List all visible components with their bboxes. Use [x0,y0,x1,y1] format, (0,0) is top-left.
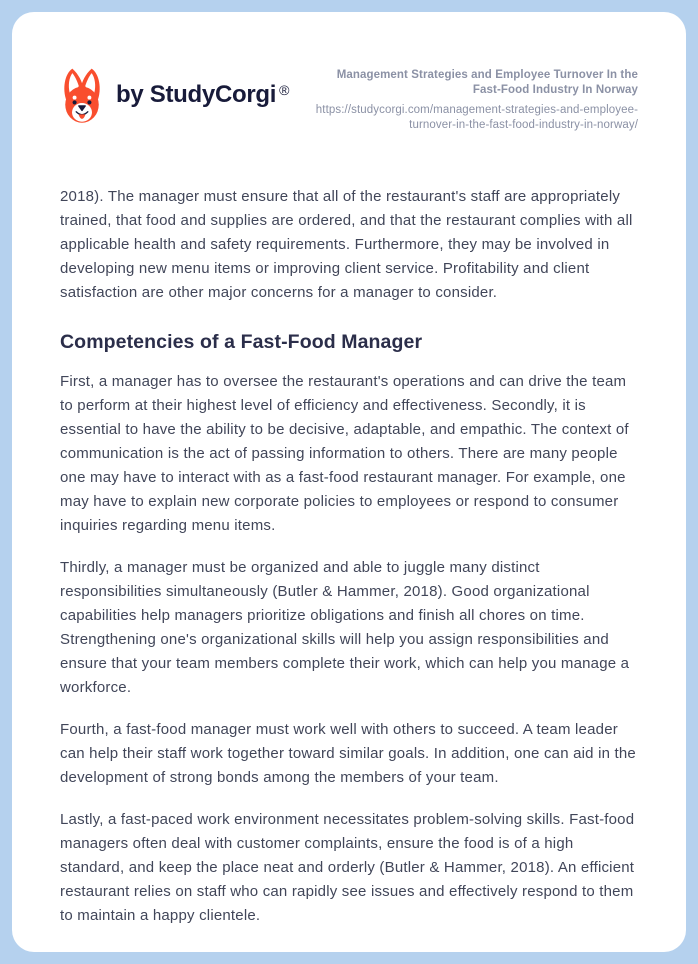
intro-paragraph: 2018). The manager must ensure that all of the restaurant's staff are appropriately trained, that food and supplies are ordered, and that the restaurant complies with all applicable health and safety requirements. Furthermore, they may be involved in developing new menu items or improving client service. Profitability and client satisfaction are other major concerns for a manager to consider. [60,188,633,301]
registered-trademark: ® [279,82,290,98]
document-url: https://studycorgi.com/management-strategies-and-employee-turnover-in-the-fast-food-industry-in-norway/ [315,104,638,131]
document-meta [308,64,638,133]
brand-name-label: by StudyCorgi [116,81,277,108]
article-body [60,185,638,928]
document-card [12,12,686,952]
document-header [60,64,638,133]
paragraph-lastly: Lastly, a fast-paced work environment necessitates problem-solving skills. Fast-food managers often deal with customer complaints, ensure the food is of a high standard, and keep the place neat and orderly (Butler & Hammer, 2018). An efficient restaurant relies on staff who can rapidly see issues and effectively respond to them to maintain a happy clientele. [60,811,635,924]
paragraph-fourth: Fourth, a fast-food manager must work well with others to succeed. A team leader can help their staff work together toward similar goals. In addition, one can aid in the development of strong bonds among the members of your team. [60,721,636,786]
studycorgi-brand [60,66,289,124]
paragraph-first: First, a manager has to oversee the restaurant's operations and can drive the team to perform at their highest level of efficiency and effectiveness. Secondly, it is essential to have the ability to be decisive, adaptable, and empathic. The context of communication is the act of passing information to others. There are many people one may have to interact with as a fast-food restaurant manager. For example, one may have to explain new corporate policies to employees or respond to consumer inquiries regarding menu items. [60,373,629,534]
paragraph-thirdly: Thirdly, a manager must be organized and able to juggle many distinct responsibilities simultaneously (Butler & Hammer, 2018). Good organizational capabilities help managers prioritize obligations and finish all chores on time. Strengthening one's organizational skills will help you assign responsibilities and ensure that your team members complete their work, which can help you manage a workforce. [60,559,630,696]
brand-name [116,81,289,109]
corgi-logo-icon [60,66,104,124]
document-title: Management Strategies and Employee Turnover In the Fast-Food Industry In Norway [336,69,638,96]
section-heading: Competencies of a Fast-Food Manager [60,331,423,353]
